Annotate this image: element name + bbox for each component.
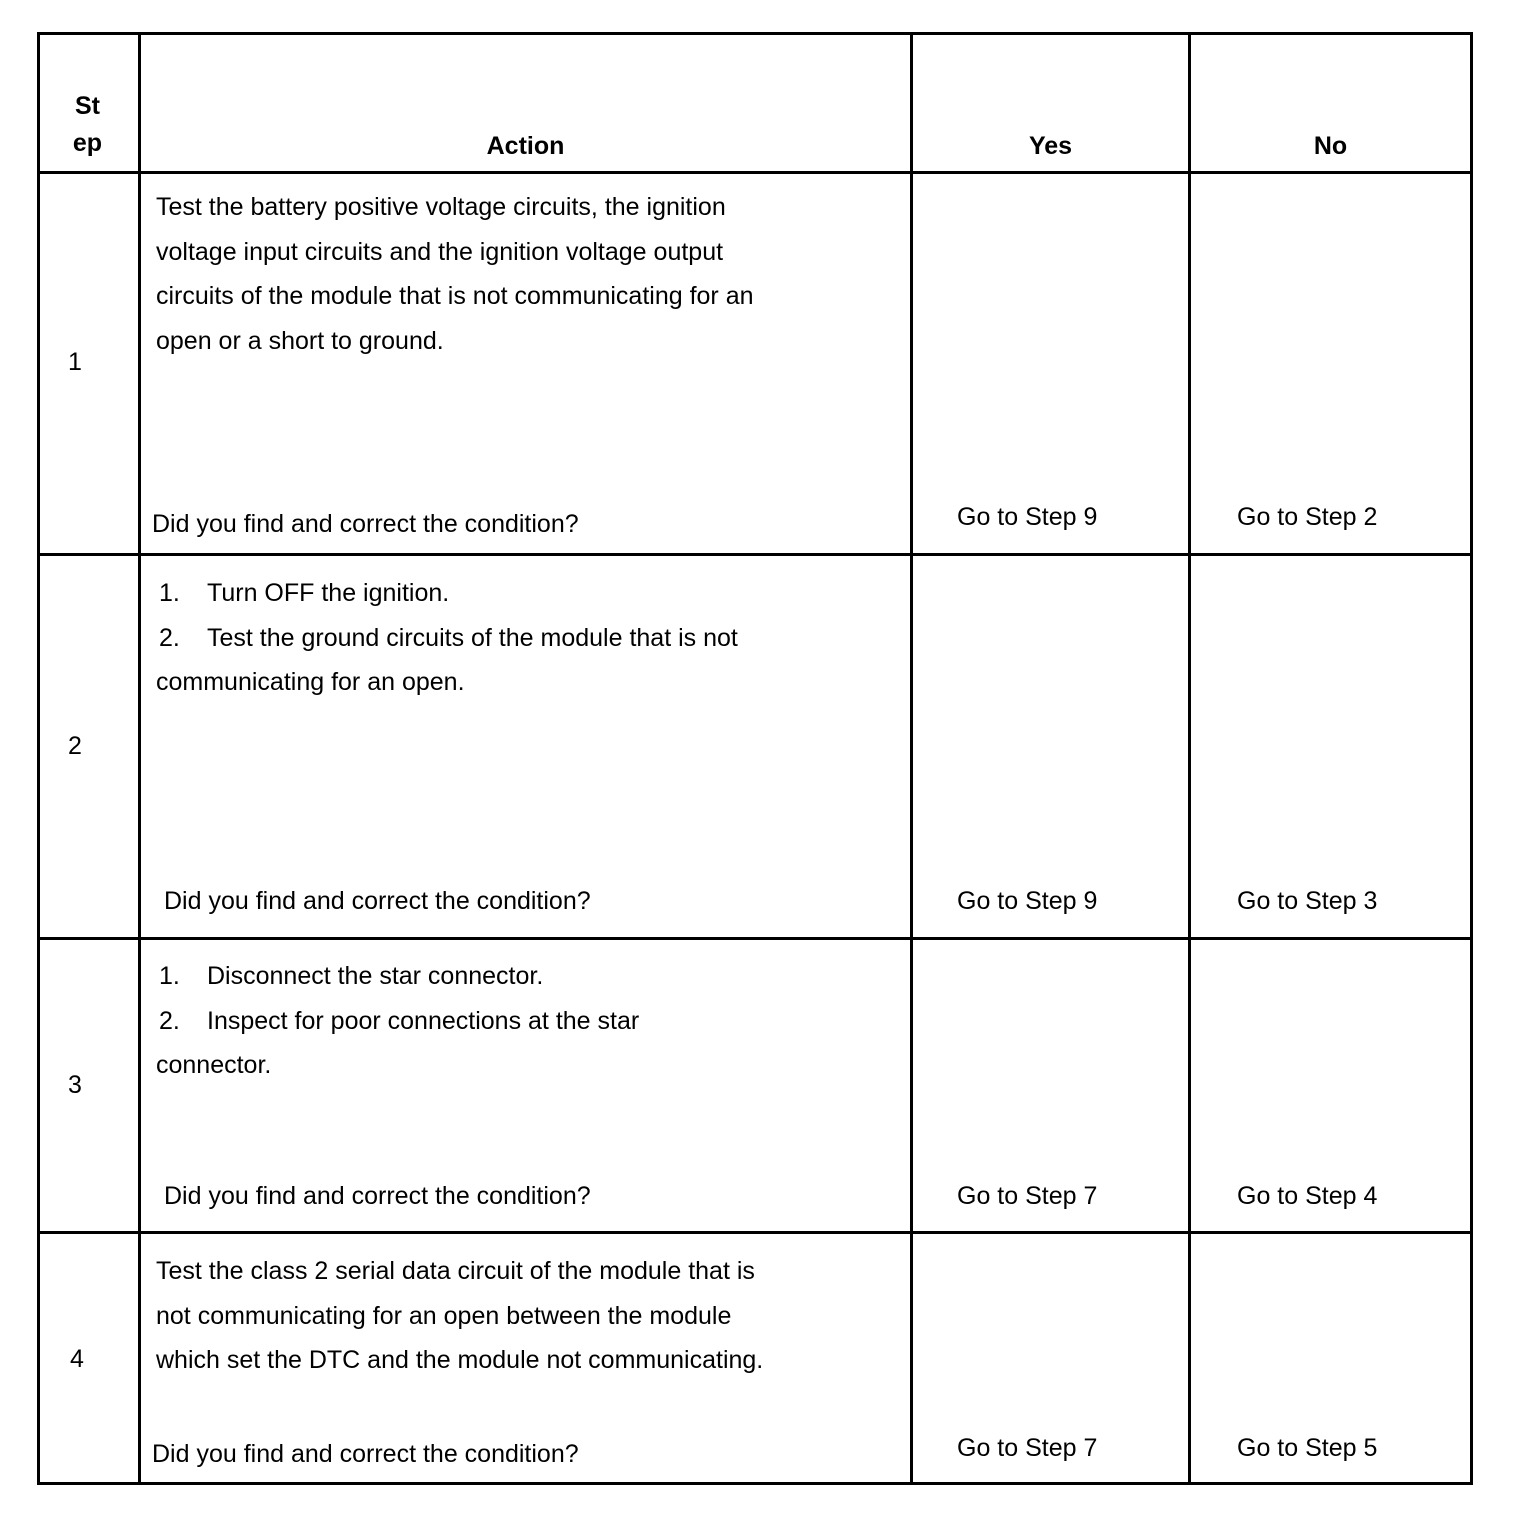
list-item-number: 2.	[159, 1006, 180, 1035]
action-line: open or a short to ground.	[156, 326, 444, 355]
yes-step-3: Go to Step 7	[957, 1182, 1098, 1210]
yes-step-2: Go to Step 9	[957, 887, 1098, 915]
row-divider-3	[37, 1231, 1473, 1234]
list-item-text: Turn OFF the ignition.	[207, 579, 450, 607]
list-item-number: 1.	[159, 579, 180, 607]
question-step-1: Did you find and correct the condition?	[152, 510, 579, 538]
action-line: Test the battery positive voltage circuits, the ignition	[156, 193, 726, 221]
step-number-2: 2	[68, 732, 82, 760]
yes-step-1: Go to Step 9	[957, 503, 1098, 531]
action-line: voltage input circuits and the ignition voltage output	[156, 237, 724, 266]
list-item	[156, 616, 738, 661]
list-item-number: 1.	[159, 962, 180, 990]
table-border-top	[37, 32, 1473, 35]
header-divider	[37, 171, 1473, 174]
action-line: which set the DTC and the module not communicating.	[156, 1346, 764, 1374]
header-no: No	[1313, 132, 1348, 160]
list-item	[156, 571, 738, 616]
no-step-1: Go to Step 2	[1237, 503, 1378, 531]
action-line: not communicating for an open between the module	[156, 1301, 732, 1330]
list-item-number: 2.	[159, 623, 180, 652]
list-item-text: Disconnect the star connector.	[207, 962, 544, 990]
no-step-4: Go to Step 5	[1237, 1434, 1378, 1462]
list-item-text: Inspect for poor connections at the star	[207, 1006, 640, 1035]
list-item-text: Test the ground circuits of the module that is not	[207, 623, 738, 652]
yes-step-4: Go to Step 7	[957, 1434, 1098, 1462]
column-divider-action	[910, 32, 913, 1485]
question-step-3: Did you find and correct the condition?	[164, 1182, 591, 1210]
header-yes: Yes	[1028, 132, 1073, 160]
action-line: circuits of the module that is not communicating for an	[156, 282, 754, 310]
list-item	[156, 999, 639, 1044]
header-action: Action	[486, 132, 565, 160]
no-step-3: Go to Step 4	[1237, 1182, 1378, 1210]
row-divider-2	[37, 937, 1473, 940]
no-step-2: Go to Step 3	[1237, 887, 1378, 915]
list-item	[156, 954, 639, 999]
action-line: Test the class 2 serial data circuit of the module that is	[156, 1257, 755, 1285]
header-step-line1: St	[75, 92, 100, 120]
table-border-bottom	[37, 1482, 1473, 1485]
action-text-step-3	[156, 954, 639, 1088]
header-step-line2: ep	[72, 129, 103, 157]
step-number-3: 3	[68, 1071, 82, 1099]
column-divider-yes	[1188, 32, 1191, 1485]
action-text-step-2	[156, 571, 738, 705]
action-text-step-4	[156, 1249, 763, 1383]
step-number-4: 4	[70, 1345, 84, 1373]
table-border-right	[1470, 32, 1473, 1485]
header-step	[37, 92, 138, 158]
diagnostic-table	[37, 32, 1473, 1485]
column-divider-step	[138, 32, 141, 1485]
list-item-continuation: connector.	[156, 1051, 272, 1079]
list-item-continuation: communicating for an open.	[156, 668, 465, 696]
question-step-4: Did you find and correct the condition?	[152, 1440, 579, 1468]
step-number-1: 1	[68, 348, 82, 376]
action-text-step-1	[156, 185, 754, 363]
row-divider-1	[37, 553, 1473, 556]
question-step-2: Did you find and correct the condition?	[164, 887, 591, 915]
